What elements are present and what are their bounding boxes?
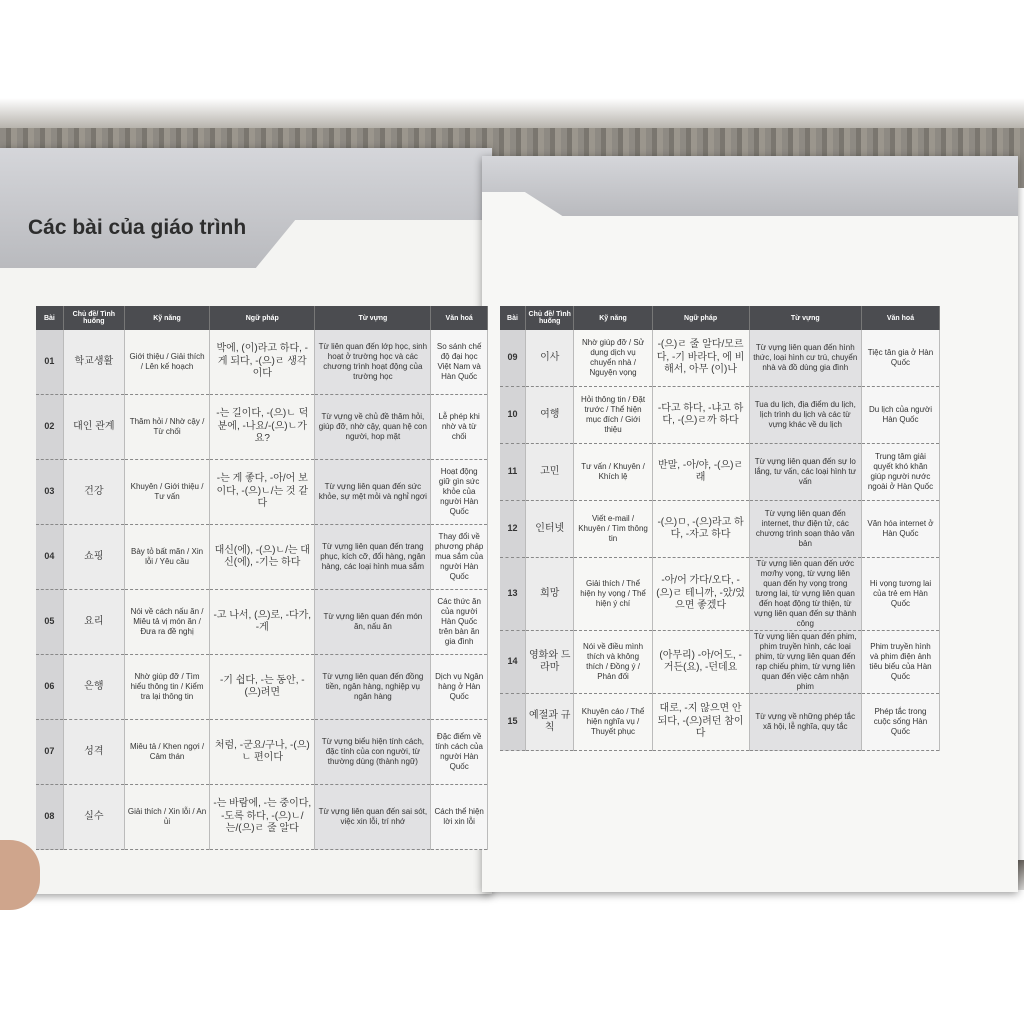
- lesson-number-cell: 03: [36, 460, 63, 525]
- skills-cell: Nhờ giúp đỡ / Sử dụng dịch vụ chuyển nhà / Nguyện vọng: [574, 330, 652, 387]
- culture-cell: Đặc điểm về tính cách của người Hàn Quốc: [431, 720, 488, 785]
- skills-cell: Nhờ giúp đỡ / Tìm hiểu thông tin / Kiểm tra lại thông tin: [124, 655, 209, 720]
- header-lesson: Bài: [500, 306, 525, 330]
- vocab-cell: Từ vựng liên quan đến sai sót, việc xin lỗi, trí nhớ: [315, 785, 431, 850]
- table-row: [36, 785, 488, 850]
- skills-cell: Khuyên / Giới thiệu / Tư vấn: [124, 460, 209, 525]
- lesson-number-cell: 02: [36, 395, 63, 460]
- header-skills: Kỹ năng: [124, 306, 209, 330]
- lesson-number-cell: 10: [500, 387, 525, 444]
- lesson-number-cell: 05: [36, 590, 63, 655]
- lesson-number-cell: 04: [36, 525, 63, 590]
- skills-cell: Giải thích / Xin lỗi / An ủi: [124, 785, 209, 850]
- table-row: [500, 694, 940, 751]
- skills-cell: Viết e-mail / Khuyên / Tìm thông tin: [574, 501, 652, 558]
- vocab-cell: Từ vựng liên quan đến internet, thư điện tử, các chương trình soạn thảo văn bản: [749, 501, 861, 558]
- header-vocab: Từ vựng: [749, 306, 861, 330]
- table-row: [500, 558, 940, 631]
- topic-cell: 영화와 드라마: [525, 631, 574, 694]
- table-row: [36, 460, 488, 525]
- topic-cell: 실수: [63, 785, 124, 850]
- lesson-number-cell: 14: [500, 631, 525, 694]
- header-skills: Kỹ năng: [574, 306, 652, 330]
- culture-cell: Cách thể hiện lời xin lỗi: [431, 785, 488, 850]
- lesson-number-cell: 09: [500, 330, 525, 387]
- lesson-number-cell: 12: [500, 501, 525, 558]
- table-header-row: [36, 306, 488, 330]
- vocab-cell: Từ vựng liên quan đến sự lo lắng, tư vấn, các loại hình tư vấn: [749, 444, 861, 501]
- skills-cell: Bày tỏ bất mãn / Xin lỗi / Yêu cầu: [124, 525, 209, 590]
- culture-cell: Phép tắc trong cuộc sống Hàn Quốc: [861, 694, 939, 751]
- table-row: [36, 395, 488, 460]
- table-row: [36, 655, 488, 720]
- topic-cell: 쇼핑: [63, 525, 124, 590]
- grammar-cell: -(으)ㅁ, -(으)라고 하다, -자고 하다: [652, 501, 749, 558]
- left-lesson-table: [36, 306, 488, 850]
- vocab-cell: Từ vựng biểu hiện tính cách, đặc tính của con người, từ thường dùng (thành ngữ): [315, 720, 431, 785]
- skills-cell: Giới thiệu / Giải thích / Lên kế hoạch: [124, 330, 209, 395]
- skills-cell: Khuyên cáo / Thể hiện nghĩa vụ / Thuyết phục: [574, 694, 652, 751]
- table-row: [500, 631, 940, 694]
- background-wall: [0, 0, 1024, 140]
- lesson-number-cell: 13: [500, 558, 525, 631]
- vocab-cell: Từ vựng liên quan đến trang phục, kích cỡ, đổi hàng, ngân hàng, các loại hình mua sắm: [315, 525, 431, 590]
- grammar-cell: -아/어 가다/오다, -(으)ㄹ 테니까, -았/었으면 좋겠다: [652, 558, 749, 631]
- skills-cell: Nói về cách nấu ăn / Miêu tả vị món ăn / Đưa ra đề nghị: [124, 590, 209, 655]
- grammar-cell: -고 나서, (으)로, -다가, -게: [210, 590, 315, 655]
- lesson-number-cell: 07: [36, 720, 63, 785]
- skills-cell: Thăm hỏi / Nhờ cậy / Từ chối: [124, 395, 209, 460]
- header-topic: Chủ đề/ Tình huống: [525, 306, 574, 330]
- vocab-cell: Từ vựng liên quan đến phim, phim truyền hình, các loại phim, từ vựng liên quan đến rạp chiếu phim, từ vựng liên quan đến việc cảm nhận phim: [749, 631, 861, 694]
- culture-cell: Tiệc tân gia ở Hàn Quốc: [861, 330, 939, 387]
- table-row: [36, 590, 488, 655]
- lesson-number-cell: 11: [500, 444, 525, 501]
- topic-cell: 요리: [63, 590, 124, 655]
- vocab-cell: Tua du lịch, địa điểm du lịch, lịch trình du lịch và các từ vựng khác về du lịch: [749, 387, 861, 444]
- right-page-header-band: [482, 156, 1018, 216]
- culture-cell: Thay đổi về phương pháp mua sắm của người Hàn Quốc: [431, 525, 488, 590]
- culture-cell: Du lịch của người Hàn Quốc: [861, 387, 939, 444]
- vocab-cell: Từ vựng liên quan đến món ăn, nấu ăn: [315, 590, 431, 655]
- header-culture: Văn hoá: [861, 306, 939, 330]
- topic-cell: 학교생활: [63, 330, 124, 395]
- culture-cell: Văn hóa internet ở Hàn Quốc: [861, 501, 939, 558]
- topic-cell: 은행: [63, 655, 124, 720]
- header-vocab: Từ vựng: [315, 306, 431, 330]
- header-topic: Chủ đề/ Tình huống: [63, 306, 124, 330]
- header-culture: Văn hoá: [431, 306, 488, 330]
- grammar-cell: -는 바람에, -는 중이다, -도록 하다, -(으)ㄴ/는/(으)ㄹ 줄 알다: [210, 785, 315, 850]
- topic-cell: 예절과 규칙: [525, 694, 574, 751]
- vocab-cell: Từ vựng liên quan đến hình thức, loại hình cư trú, chuyển nhà và đồ dùng gia đình: [749, 330, 861, 387]
- left-page-header-band: [0, 148, 492, 268]
- page-title: Các bài của giáo trình: [28, 216, 247, 239]
- background-floor: [0, 890, 1024, 1024]
- table-row: [36, 330, 488, 395]
- topic-cell: 희망: [525, 558, 574, 631]
- table-row: [36, 720, 488, 785]
- culture-cell: Các thức ăn của người Hàn Quốc trên bàn ăn gia đình: [431, 590, 488, 655]
- vocab-cell: Từ vựng về những phép tắc xã hội, lễ nghĩa, quy tắc: [749, 694, 861, 751]
- grammar-cell: -(으)ㄹ 줄 알다/모르다, -기 바라다, 에 비해서, 아무 (이)나: [652, 330, 749, 387]
- culture-cell: Lễ phép khi nhờ và từ chối: [431, 395, 488, 460]
- topic-cell: 여행: [525, 387, 574, 444]
- right-lesson-table: [500, 306, 940, 751]
- grammar-cell: 대로, -지 않으면 안 되다, -(으)려던 참이다: [652, 694, 749, 751]
- grammar-cell: -는 게 좋다, -아/어 보이다, -(으)ㄴ/는 것 같다: [210, 460, 315, 525]
- topic-cell: 대인 관계: [63, 395, 124, 460]
- lesson-number-cell: 01: [36, 330, 63, 395]
- lesson-number-cell: 08: [36, 785, 63, 850]
- table-row: [36, 525, 488, 590]
- header-lesson: Bài: [36, 306, 63, 330]
- vocab-cell: Từ vựng liên quan đến đồng tiền, ngân hàng, nghiệp vụ ngân hàng: [315, 655, 431, 720]
- grammar-cell: -는 길이다, -(으)ㄴ 덕분에, -나요/-(으)ㄴ가요?: [210, 395, 315, 460]
- header-grammar: Ngữ pháp: [210, 306, 315, 330]
- skills-cell: Tư vấn / Khuyên / Khích lệ: [574, 444, 652, 501]
- header-grammar: Ngữ pháp: [652, 306, 749, 330]
- topic-cell: 건강: [63, 460, 124, 525]
- grammar-cell: -다고 하다, -냐고 하다, -(으)ㄹ까 하다: [652, 387, 749, 444]
- vocab-cell: Từ vựng liên quan đến ước mơ/hy vọng, từ vựng liên quan đến hy vọng trong tương lai, từ vựng liên quan đến hoạt động từ thiện, từ vựng liên quan đến sự thành công: [749, 558, 861, 631]
- culture-cell: So sánh chế độ đại học Việt Nam và Hàn Quốc: [431, 330, 488, 395]
- table-row: [500, 444, 940, 501]
- culture-cell: Hoạt động giữ gìn sức khỏe của người Hàn Quốc: [431, 460, 488, 525]
- table-row: [500, 330, 940, 387]
- topic-cell: 이사: [525, 330, 574, 387]
- topic-cell: 인터넷: [525, 501, 574, 558]
- skills-cell: Giải thích / Thể hiện hy vọng / Thể hiện ý chí: [574, 558, 652, 631]
- culture-cell: Trung tâm giải quyết khó khăn giúp người nước ngoài ở Hàn Quốc: [861, 444, 939, 501]
- skills-cell: Miêu tả / Khen ngợi / Cảm thán: [124, 720, 209, 785]
- vocab-cell: Từ vựng về chủ đề thăm hỏi, giúp đỡ, nhờ cậy, quan hệ con người, hop mặt: [315, 395, 431, 460]
- lesson-number-cell: 15: [500, 694, 525, 751]
- vocab-cell: Từ vựng liên quan đến sức khỏe, sự mệt mỏi và nghỉ ngơi: [315, 460, 431, 525]
- skills-cell: Hỏi thông tin / Đặt trước / Thể hiện mục đích / Giới thiệu: [574, 387, 652, 444]
- table-header-row: [500, 306, 940, 330]
- culture-cell: Dịch vụ Ngân hàng ở Hàn Quốc: [431, 655, 488, 720]
- topic-cell: 성격: [63, 720, 124, 785]
- culture-cell: Phim truyền hình và phim điện ảnh tiêu biểu của Hàn Quốc: [861, 631, 939, 694]
- skills-cell: Nói về điều mình thích và không thích / Đồng ý / Phản đối: [574, 631, 652, 694]
- grammar-cell: (아무리) -아/어도, -거든(요), -던데요: [652, 631, 749, 694]
- culture-cell: Hi vọng tương lai của trẻ em Hàn Quốc: [861, 558, 939, 631]
- vocab-cell: Từ liên quan đến lớp học, sinh hoạt ở trường học và các chương trình hoạt động của trường học: [315, 330, 431, 395]
- grammar-cell: -기 쉽다, -는 동안, -(으)려면: [210, 655, 315, 720]
- topic-cell: 고민: [525, 444, 574, 501]
- grammar-cell: 박에, (이)라고 하다, -게 되다, -(으)ㄹ 생각이다: [210, 330, 315, 395]
- table-row: [500, 387, 940, 444]
- grammar-cell: 대신(에), -(으)ㄴ/는 대신(에), -기는 하다: [210, 525, 315, 590]
- grammar-cell: 반말, -아/야, -(으)ㄹ래: [652, 444, 749, 501]
- grammar-cell: 처럼, -군요/구나, -(으)ㄴ 편이다: [210, 720, 315, 785]
- table-row: [500, 501, 940, 558]
- lesson-number-cell: 06: [36, 655, 63, 720]
